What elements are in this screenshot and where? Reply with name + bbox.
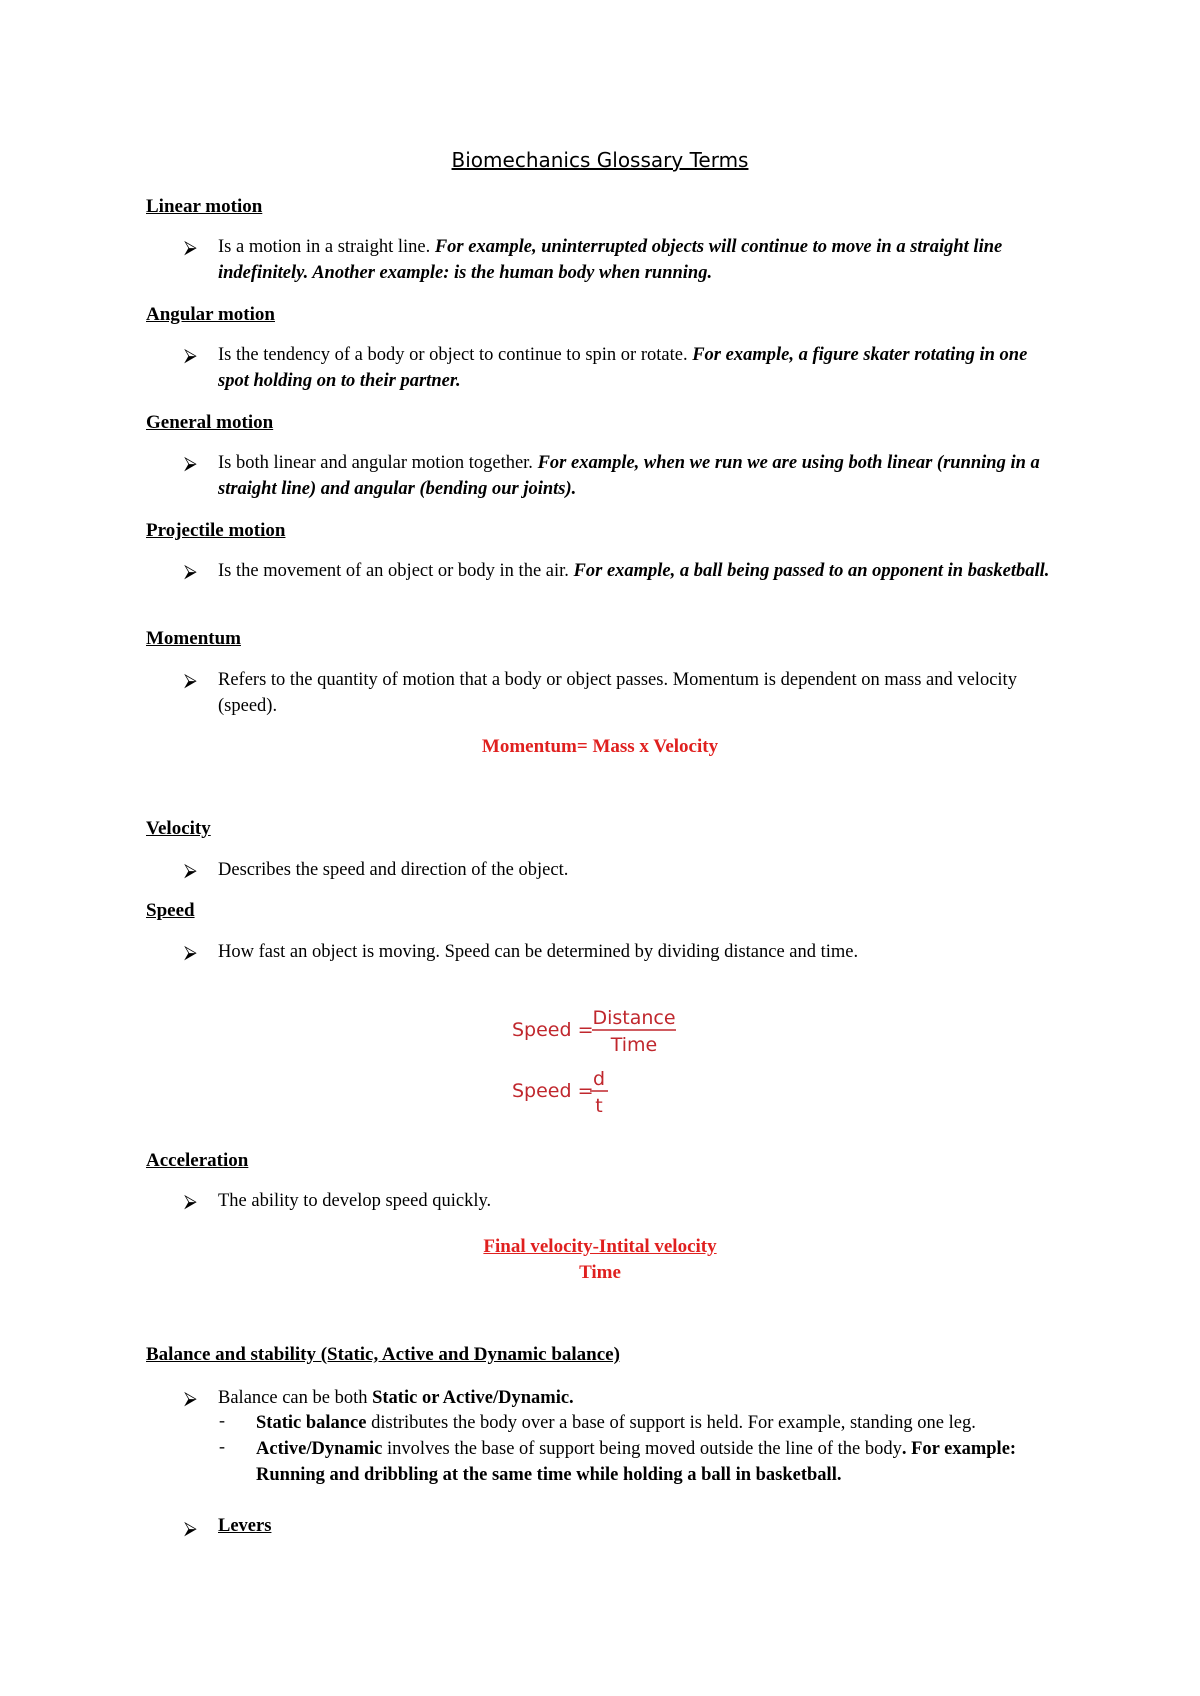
example-text: For example, uninterrupted objects will continue to move in a straight line indefinitely. Another example: is the human body when running.	[218, 237, 1003, 283]
definition-bold-text: Static or Active/Dynamic.	[372, 1388, 574, 1408]
definition-text: Balance can be both	[218, 1388, 373, 1408]
static-balance-label: Static balance	[256, 1413, 367, 1433]
arrow-bullet-icon: ⮚	[184, 860, 197, 880]
speed-lhs-1: Speed =	[512, 1019, 594, 1041]
definition-velocity: Describes the speed and direction of the object.	[218, 860, 569, 880]
term-momentum: Momentum	[146, 628, 241, 649]
dynamic-balance-label: Active/Dynamic	[256, 1439, 383, 1459]
definition-text: Is both linear and angular motion together.	[218, 453, 533, 473]
arrow-bullet-icon: ⮚	[184, 561, 197, 581]
dynamic-balance-item	[256, 1436, 1076, 1488]
definition-linear-motion	[218, 234, 1058, 286]
definition-text: Is a motion in a straight line.	[218, 237, 431, 257]
speed-denominator-time: Time	[610, 1034, 658, 1056]
definition-speed: How fast an object is moving. Speed can be determined by dividing distance and time.	[218, 942, 859, 962]
static-balance-text: distributes the body over a base of support is held. For example, standing one leg.	[366, 1413, 976, 1433]
dynamic-balance-example: . For example: Running and dribbling at the same time while holding a ball in basketball.	[256, 1439, 1017, 1485]
arrow-bullet-icon: ⮚	[184, 453, 197, 473]
definition-momentum: Refers to the quantity of motion that a body or object passes. Momentum is dependent on mass and velocity (speed).	[218, 670, 1017, 716]
arrow-bullet-icon: ⮚	[184, 942, 197, 962]
term-angular-motion: Angular motion	[146, 304, 275, 325]
speed-formula-svg	[478, 990, 714, 1138]
dash-bullet: -	[219, 1436, 225, 1456]
term-general-motion: General motion	[146, 412, 274, 433]
term-levers: Levers	[218, 1516, 272, 1536]
definition-acceleration: The ability to develop speed quickly.	[218, 1191, 492, 1211]
momentum-formula: Momentum= Mass x Velocity	[481, 736, 719, 757]
term-velocity: Velocity	[146, 818, 211, 839]
speed-denominator-t: t	[595, 1095, 603, 1117]
dash-bullet: -	[219, 1410, 225, 1430]
arrow-bullet-icon: ⮚	[184, 237, 197, 257]
arrow-bullet-icon: ⮚	[184, 1191, 197, 1211]
speed-numerator-distance: Distance	[592, 1007, 676, 1029]
arrow-bullet-icon: ⮚	[184, 1388, 197, 1408]
definition-text: Is the tendency of a body or object to continue to spin or rotate.	[218, 345, 688, 365]
term-speed: Speed	[146, 900, 195, 921]
term-acceleration: Acceleration	[146, 1150, 249, 1171]
term-balance-stability: Balance and stability (Static, Active and Dynamic balance)	[146, 1344, 620, 1365]
arrow-bullet-icon: ⮚	[184, 1518, 197, 1538]
definition-balance	[218, 1385, 1058, 1411]
dynamic-balance-text: involves the base of support being moved outside the line of the body	[382, 1439, 902, 1459]
term-linear-motion: Linear motion	[146, 196, 263, 217]
term-projectile-motion: Projectile motion	[146, 520, 286, 541]
example-text: For example, a figure skater rotating in one spot holding on to their partner.	[218, 345, 1028, 391]
acceleration-formula-numerator: Final velocity-Intital velocity	[483, 1236, 717, 1257]
definition-text: Is the movement of an object or body in the air.	[218, 561, 569, 581]
page-title: Biomechanics Glossary Terms	[451, 148, 749, 172]
speed-numerator-d: d	[592, 1068, 606, 1090]
arrow-bullet-icon: ⮚	[184, 670, 197, 690]
speed-formula-image	[478, 990, 714, 1138]
example-text: For example, when we run we are using both linear (running in a straight line) and angular (bending our joints).	[218, 453, 1040, 499]
arrow-bullet-icon: ⮚	[184, 345, 197, 365]
speed-lhs-2: Speed =	[512, 1080, 594, 1102]
acceleration-formula-denominator: Time	[579, 1262, 621, 1283]
definition-projectile-motion	[218, 558, 1058, 584]
definition-general-motion	[218, 450, 1058, 502]
definition-angular-motion	[218, 342, 1058, 394]
static-balance-item	[256, 1410, 1076, 1436]
example-text: For example, a ball being passed to an opponent in basketball.	[568, 561, 1050, 581]
